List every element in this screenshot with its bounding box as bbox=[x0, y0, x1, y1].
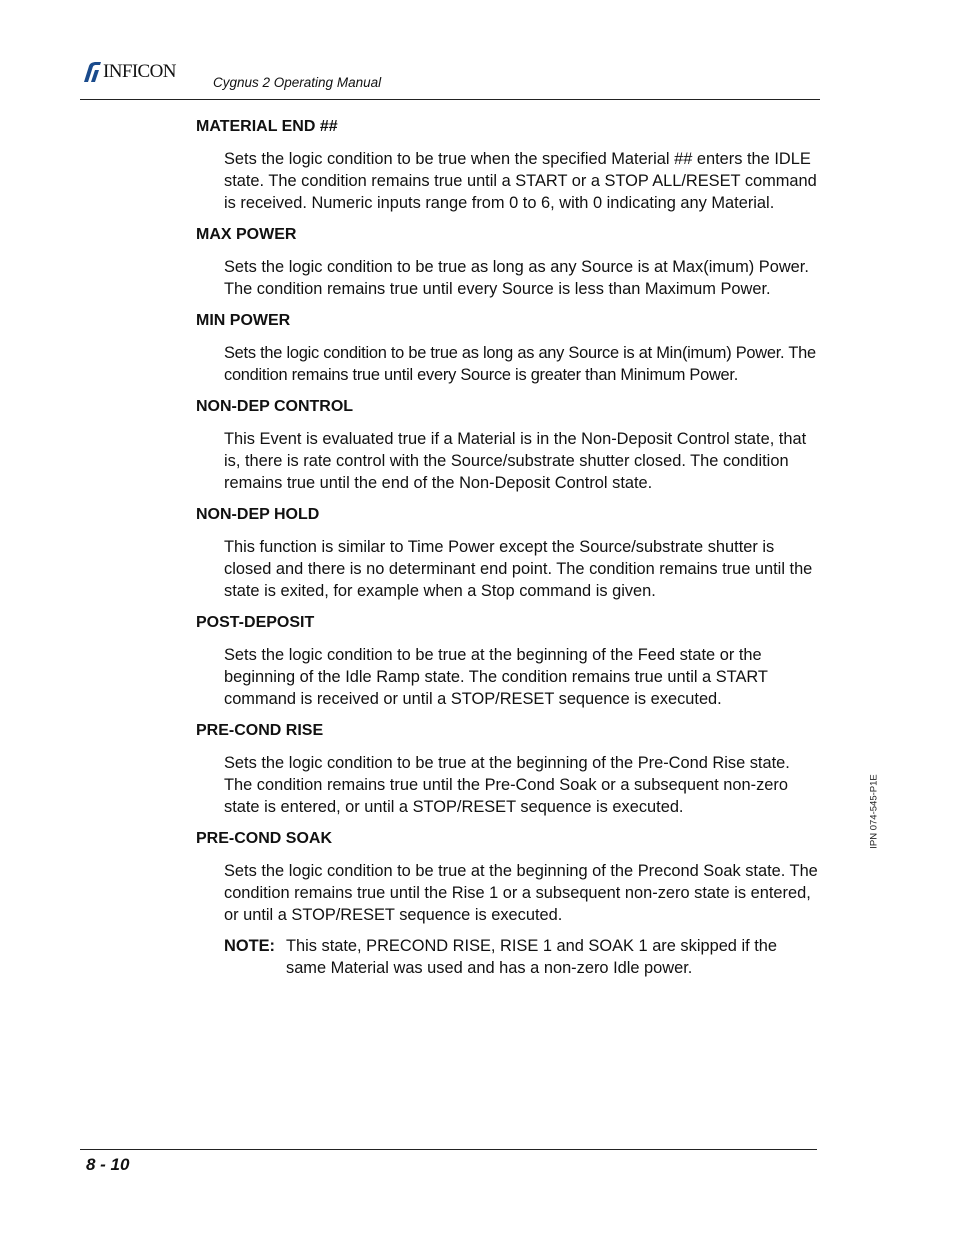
section-non-dep-control bbox=[196, 396, 820, 494]
section-body: Sets the logic condition to be true as long as any Source is at Min(imum) Power. The condition remains true until every Source is greater than Minimum Power. bbox=[224, 344, 816, 384]
header-rule bbox=[80, 99, 820, 100]
section-body: This function is similar to Time Power except the Source/substrate shutter is closed and there is no determinant end point. The condition remains true until the state is exited, for example when a Stop command is given. bbox=[224, 538, 813, 600]
section-body: Sets the logic condition to be true at the beginning of the Precond Soak state. The condition remains true until the Rise 1 or a subsequent non-zero state is entered, or until a STOP/RESET sequence is executed. bbox=[224, 862, 818, 924]
section-non-dep-hold bbox=[196, 504, 820, 602]
inficon-logo bbox=[82, 59, 176, 85]
section-body: Sets the logic condition to be true when the specified Material ## enters the IDLE state. The condition remains true until a START or a STOP ALL/RESET command is received. Numeric inputs range from 0 to 6, with 0 indicating any Material. bbox=[224, 150, 817, 212]
section-heading: MIN POWER bbox=[196, 312, 291, 329]
inficon-logo-mark-icon bbox=[82, 61, 102, 83]
section-body: Sets the logic condition to be true at the beginning of the Pre-Cond Rise state. The condition remains true until the Pre-Cond Soak or a subsequent non-zero state is entered, or until a STOP/RESET sequence is executed. bbox=[224, 754, 790, 816]
section-material-end bbox=[196, 116, 820, 214]
section-heading: POST-DEPOSIT bbox=[196, 614, 315, 631]
section-heading: MAX POWER bbox=[196, 226, 297, 243]
section-min-power bbox=[196, 310, 820, 386]
ipn-text: IPN 074-545-P1E bbox=[868, 774, 880, 849]
section-heading: NON-DEP HOLD bbox=[196, 506, 320, 523]
section-heading: PRE-COND SOAK bbox=[196, 830, 333, 847]
note-text: This state, PRECOND RISE, RISE 1 and SOAK 1 are skipped if the same Material was used and has a non-zero Idle power. bbox=[286, 937, 778, 977]
section-max-power bbox=[196, 224, 820, 300]
section-heading: PRE-COND RISE bbox=[196, 722, 324, 739]
section-body: Sets the logic condition to be true as long as any Source is at Max(imum) Power. The condition remains true until every Source is less than Maximum Power. bbox=[224, 258, 809, 298]
main-content bbox=[196, 116, 820, 979]
document-title: Cygnus 2 Operating Manual bbox=[213, 75, 382, 90]
section-body: This Event is evaluated true if a Material is in the Non-Deposit Control state, that is, there is rate control with the Source/substrate shutter closed. The condition remains true until the end of the Non-Deposit Control state. bbox=[224, 430, 807, 492]
note-block bbox=[224, 935, 820, 979]
logo-text: INFICON bbox=[103, 61, 176, 82]
footer-rule bbox=[80, 1149, 817, 1150]
section-heading: MATERIAL END ## bbox=[196, 118, 338, 135]
section-pre-cond-soak bbox=[196, 828, 820, 926]
section-heading: NON-DEP CONTROL bbox=[196, 398, 354, 415]
section-body: Sets the logic condition to be true at the beginning of the Feed state or the beginning of the Idle Ramp state. The condition remains true until a START command is received or until a STOP/RESET sequence is executed. bbox=[224, 646, 768, 708]
page-number: 8 - 10 bbox=[86, 1155, 130, 1174]
section-post-deposit bbox=[196, 612, 820, 710]
note-label: NOTE: bbox=[224, 937, 275, 955]
section-pre-cond-rise bbox=[196, 720, 820, 818]
